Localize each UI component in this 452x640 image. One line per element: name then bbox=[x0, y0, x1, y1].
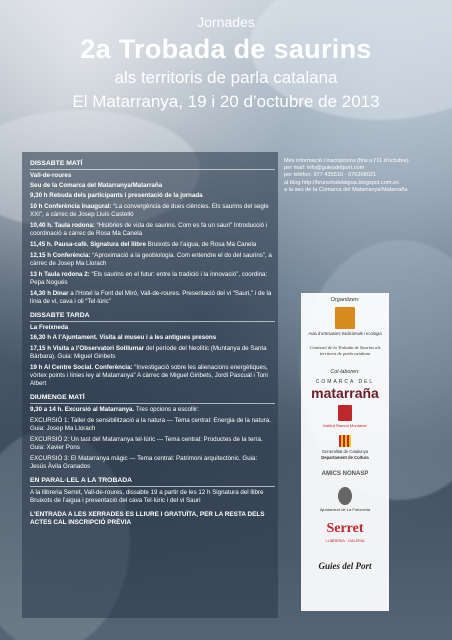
institut-logo-icon bbox=[338, 405, 352, 421]
schedule-item-text: “La convergència de dues ciències. Els saurins del segle XXI”, a càrrec de Josep Lluís Castelló bbox=[30, 203, 269, 218]
info-line: a la seu de la Comarca del Matarranya/Matarraña bbox=[284, 186, 408, 193]
schedule-item-text: EXCURSIÓ 1: Taller de sensibilització a la natura — Tema central: Energia de la natura. Guia: Josep Ma Llorach bbox=[30, 417, 271, 432]
departament-label: Departament de Cultura bbox=[321, 455, 369, 460]
schedule-item-text: EXCURSIÓ 3: El Matarranya màgic — Tema central: Patrimoni arquitectònic. Guia: Jesús Àvila Granados bbox=[30, 455, 258, 470]
section-heading: DISSABTE MATÍ bbox=[30, 160, 275, 170]
schedule-item bbox=[30, 364, 275, 388]
place-label: Vall-de-roures bbox=[30, 172, 72, 179]
aula-logo-icon bbox=[335, 307, 355, 329]
schedule-item bbox=[30, 252, 275, 268]
schedule-item-text: Bruixots de l’aigua, de Rosa Ma Canela bbox=[145, 241, 257, 248]
schedule-item bbox=[30, 241, 275, 249]
institut-label: Institut Ramon Muntaner bbox=[323, 423, 367, 428]
schedule-item-bold: 16,30 h A l’Ajuntament. Visita al museu i a les antigues presons bbox=[30, 334, 217, 341]
section-heading: DISSABTE TARDA bbox=[30, 312, 275, 322]
schedule-item-text: “Investigació sobre les alienacions energètiques, vòrtex points i línies ley al Matarranya” A càrrec de Miguel Giribets, Jordi Pascual i Toni Albert bbox=[30, 364, 268, 387]
serret-sub-label: LLIBRERIA · GALERIA bbox=[325, 539, 365, 543]
org2-label: Comissió de la Trobada de Saurins als territoris de parla catalana bbox=[309, 345, 381, 356]
sponsors-panel bbox=[301, 293, 389, 611]
generalitat-logo-icon bbox=[339, 435, 351, 447]
schedule-item bbox=[30, 436, 275, 452]
info-blog[interactable]: al blog http://bruixotsdelaigua.blogspot.com.es bbox=[284, 179, 400, 186]
program bbox=[30, 160, 275, 527]
generalitat-label: Generalitat de Catalunya bbox=[321, 449, 369, 454]
schedule-item-text: EXCURSIÓ 2: Un tast del Matarranya tel·lúric — Tema central: Productes de la terra. Guia: Xavier Pons bbox=[30, 436, 263, 451]
matarranya-logo: matarraña bbox=[311, 385, 379, 401]
guies-logo: Guies del Port bbox=[318, 561, 372, 571]
schedule-item bbox=[30, 334, 275, 342]
serret-logo: Serret bbox=[326, 521, 364, 536]
schedule-item-bold: 11,45 h. Pausa-cafè. Signatura del llibre bbox=[30, 241, 146, 248]
schedule-item bbox=[30, 455, 275, 471]
event-date: El Matarranya, 19 i 20 d’octubre de 2013 bbox=[72, 92, 380, 111]
schedule-item bbox=[30, 290, 275, 306]
collab-label: Col·laboren: bbox=[330, 369, 360, 375]
schedule-item bbox=[30, 406, 275, 414]
schedule-item-bold: 10 h Conferència inaugural: bbox=[30, 203, 112, 210]
entry-notice: L’ENTRADA A LES XERRADES ES LLIURE I GRATUÏTA, PER LA RESTA DELS ACTES CAL INSCRIPCIÓ PRÈVIA bbox=[30, 511, 265, 526]
schedule-item-bold: 17,15 h Visita a l’Observatori Solilumar bbox=[30, 345, 145, 352]
comarca-label: COMARCA DEL bbox=[315, 379, 375, 385]
schedule-item-bold: 9,30 h Rebuda dels participants i presentació de la jornada bbox=[30, 192, 203, 199]
schedule-item bbox=[30, 222, 275, 238]
info-line: Més informació i inscripcions (fins a l’11 d’octubre) bbox=[284, 158, 409, 164]
info-block bbox=[284, 158, 444, 194]
schedule-item-bold: 19 h Al Centre Social. Conferència: bbox=[30, 364, 133, 371]
schedule-item bbox=[30, 417, 275, 433]
schedule-item-bold: 9,30 a 14 h. Excursió al Matarranya. bbox=[30, 406, 135, 413]
section-heading: DIUMENGE MATÍ bbox=[30, 394, 275, 404]
event-subtitle: als territoris de parla catalana bbox=[114, 68, 338, 87]
organize-label: Organitzen: bbox=[330, 297, 360, 303]
schedule-item-text: Tres opcions a escollir: bbox=[134, 406, 199, 413]
amics-logo: AMICS NONASP bbox=[321, 471, 369, 477]
info-email[interactable]: per mail: info@guiesdelport.com bbox=[284, 165, 365, 172]
schedule-item bbox=[30, 271, 275, 287]
schedule-item-bold: 14,30 h Dinar bbox=[30, 290, 69, 297]
section-heading: EN PARAL·LEL A LA TROBADA bbox=[30, 477, 275, 487]
parallel-text: A la llibreria Serret, Vall-de-roures, dissabte 19 a partir de les 12 h Signatura del llibre Bruixots de l’aigua i presentació del cava Tel·lúric i del vi Sauri bbox=[30, 489, 264, 504]
event-title: 2a Trobada de saurins bbox=[80, 34, 372, 64]
schedule-item-text: del període del Neolític (Muntanya de Santa Bàrbara). Guia: Miguel Giribets bbox=[30, 345, 267, 360]
schedule-item-text: “Els saurins en el futur: entre la tradició i la innovació”, coordina: Pepa Nogués bbox=[30, 271, 268, 286]
schedule-item-text: “Històries de vida de saurins. Com es fa un sauri” Introducció i coordinació a càrrec de Rosa Ma Canela bbox=[30, 222, 268, 237]
ajuntament-crest-icon bbox=[338, 487, 352, 505]
schedule-item-bold: 13 h Taula rodona 2: bbox=[30, 271, 90, 278]
series-label: Jornades bbox=[197, 14, 255, 30]
schedule-item-bold: 12,15 h Conferència: bbox=[30, 252, 91, 259]
info-phone: per telèfon: 977 435515 - 676308021 bbox=[284, 172, 377, 179]
schedule-item-bold: 10,40 h. Taula rodona: bbox=[30, 222, 95, 229]
schedule-item bbox=[30, 203, 275, 219]
place-label: La Freixneda bbox=[30, 324, 69, 331]
ajuntament-label: Ajuntament de La Freixneda bbox=[319, 507, 371, 512]
org1-label: Aula d’artesanies tradicionals i ecologia bbox=[308, 331, 382, 336]
schedule-item-text: a l’Hotel la Font del Miró, Vall-de-roures. Presentació del vi “Sauri,” i de la línia de vi, cava i oli “Tel·lúric” bbox=[30, 290, 272, 305]
schedule-item bbox=[30, 345, 275, 361]
schedule-item bbox=[30, 192, 275, 200]
place-label: Seu de la Comarca del Matarranya/Matarraña bbox=[30, 182, 163, 189]
schedule-item-text: “Aproximació a la geobiologia. Com entendre el do del saurins”, a càrrec de Josep Ma Llorach bbox=[30, 252, 272, 267]
